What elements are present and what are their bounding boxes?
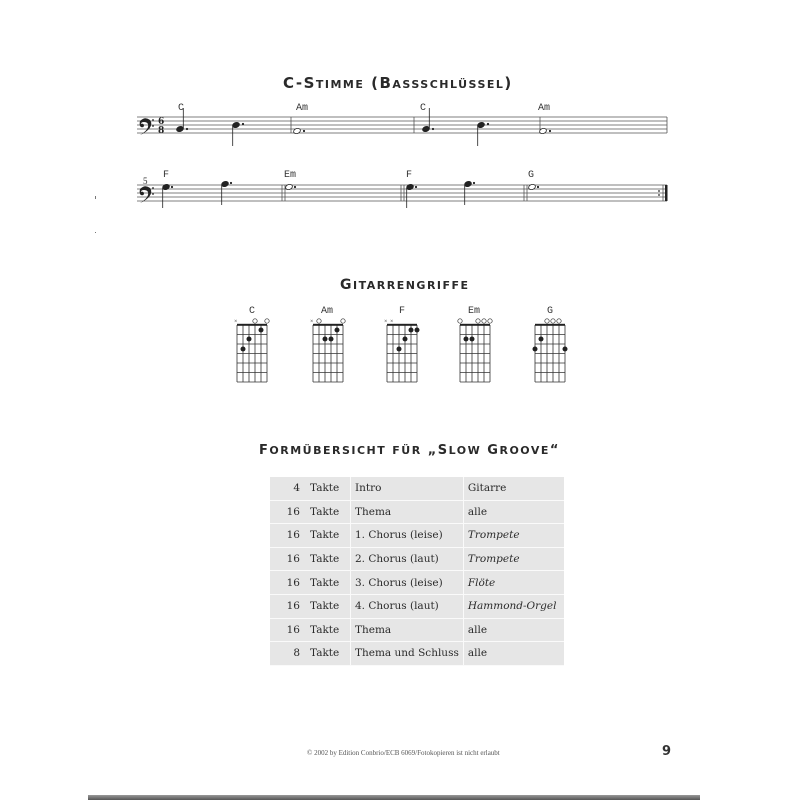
instrument: alle: [463, 642, 564, 666]
page-number: 9: [662, 744, 672, 759]
chord-diagram-g: [533, 319, 568, 382]
section-name: 1. Chorus (leise): [351, 524, 464, 548]
staff-line-2: [137, 185, 667, 201]
heading-text: G: [340, 277, 353, 293]
heading-text: LOW: [448, 444, 482, 457]
heading-text: G: [481, 443, 500, 458]
instrument: Trompete: [463, 547, 564, 571]
chord-name-c: C: [249, 306, 256, 317]
table-row: [270, 642, 564, 666]
guitar-chords-heading: [340, 277, 470, 293]
table-row: [270, 571, 564, 595]
chord-name-am: Am: [321, 306, 334, 317]
instrument: alle: [463, 618, 564, 642]
heading-text: TIMME: [315, 78, 365, 91]
chord-symbol: G: [528, 170, 535, 181]
staff-line-1: [137, 117, 667, 133]
bar-count: 16: [270, 547, 302, 571]
bar-count: 16: [270, 618, 302, 642]
svg-text:6: 6: [158, 117, 165, 127]
section-name: 4. Chorus (laut): [351, 594, 464, 618]
section-name: Thema und Schluss: [351, 642, 464, 666]
section-name: Intro: [351, 477, 464, 500]
chord-symbol: C: [420, 103, 427, 114]
bar-unit: Takte: [302, 594, 351, 618]
chord-symbol: Am: [296, 103, 309, 114]
chord-diagram-em: [458, 319, 492, 382]
bar-unit: Takte: [302, 642, 351, 666]
heading-text: „S: [421, 443, 449, 458]
heading-text: “: [549, 443, 560, 458]
bar-count: 16: [270, 500, 302, 524]
form-overview-table: [270, 477, 564, 666]
chord-diagram-c: [234, 319, 269, 382]
heading-text: ASSSCHLÜSSEL: [392, 78, 505, 91]
bar-unit: Takte: [302, 571, 351, 595]
bar-unit: Takte: [302, 618, 351, 642]
measure-number: 5: [143, 176, 148, 186]
table-row: [270, 618, 564, 642]
chord-name-f: F: [399, 306, 406, 317]
instrument: alle: [463, 500, 564, 524]
bar-count: 4: [270, 477, 302, 500]
svg-text:8: 8: [158, 126, 165, 136]
section-name: Thema: [351, 618, 464, 642]
chord-diagram-f: [384, 319, 420, 382]
chord-symbol: F: [163, 170, 170, 181]
chord-name-g: G: [547, 306, 554, 317]
heading-text: C-S: [283, 74, 316, 92]
table-row: [270, 524, 564, 548]
svg-text:×: ×: [390, 319, 394, 325]
svg-text:×: ×: [384, 319, 388, 325]
page-edge-shadow: [88, 795, 700, 800]
bar-unit: Takte: [302, 477, 351, 500]
heading-text: FÜR: [392, 444, 422, 457]
form-overview-heading: [259, 443, 560, 458]
bar-unit: Takte: [302, 500, 351, 524]
section-name: Thema: [351, 500, 464, 524]
bar-unit: Takte: [302, 547, 351, 571]
table-row: [270, 477, 564, 500]
svg-text:×: ×: [234, 319, 238, 325]
table-row: [270, 594, 564, 618]
chord-symbol: C: [178, 103, 185, 114]
svg-text:×: ×: [310, 319, 314, 325]
notes-line-1: [176, 108, 551, 146]
bar-count: 16: [270, 594, 302, 618]
section-name: 2. Chorus (laut): [351, 547, 464, 571]
chord-symbol: F: [406, 170, 413, 181]
heading-text: ): [504, 74, 513, 92]
section-name: 3. Chorus (leise): [351, 571, 464, 595]
chord-symbol: Em: [284, 170, 297, 181]
copyright-notice: © 2002 by Edition Conbrio/ECB 6069/Fotokopieren ist nicht erlaubt: [307, 749, 500, 757]
bar-unit: Takte: [302, 524, 351, 548]
bar-count: 8: [270, 642, 302, 666]
heading-text: ORMÜBERSICHT: [269, 444, 387, 457]
instrument: Gitarre: [463, 477, 564, 500]
chord-diagram-am: [310, 319, 345, 382]
final-barline: [665, 185, 668, 201]
heading-text: F: [259, 443, 270, 458]
table-row: [270, 547, 564, 571]
table-row: [270, 500, 564, 524]
time-signature: [158, 117, 164, 136]
margin-mark: [95, 196, 96, 199]
instrument: Trompete: [463, 524, 564, 548]
bar-count: 16: [270, 571, 302, 595]
heading-text: ROOVE: [499, 444, 550, 457]
margin-mark: [95, 232, 96, 233]
heading-text: ITARRENGRIFFE: [353, 279, 470, 292]
chord-symbol: Am: [538, 103, 551, 114]
heading-text: (B: [364, 74, 393, 92]
chord-name-em: Em: [468, 306, 481, 317]
bar-count: 16: [270, 524, 302, 548]
instrument: Hammond-Orgel: [463, 594, 564, 618]
notes-line-2: [162, 180, 539, 208]
instrument: Flöte: [463, 571, 564, 595]
